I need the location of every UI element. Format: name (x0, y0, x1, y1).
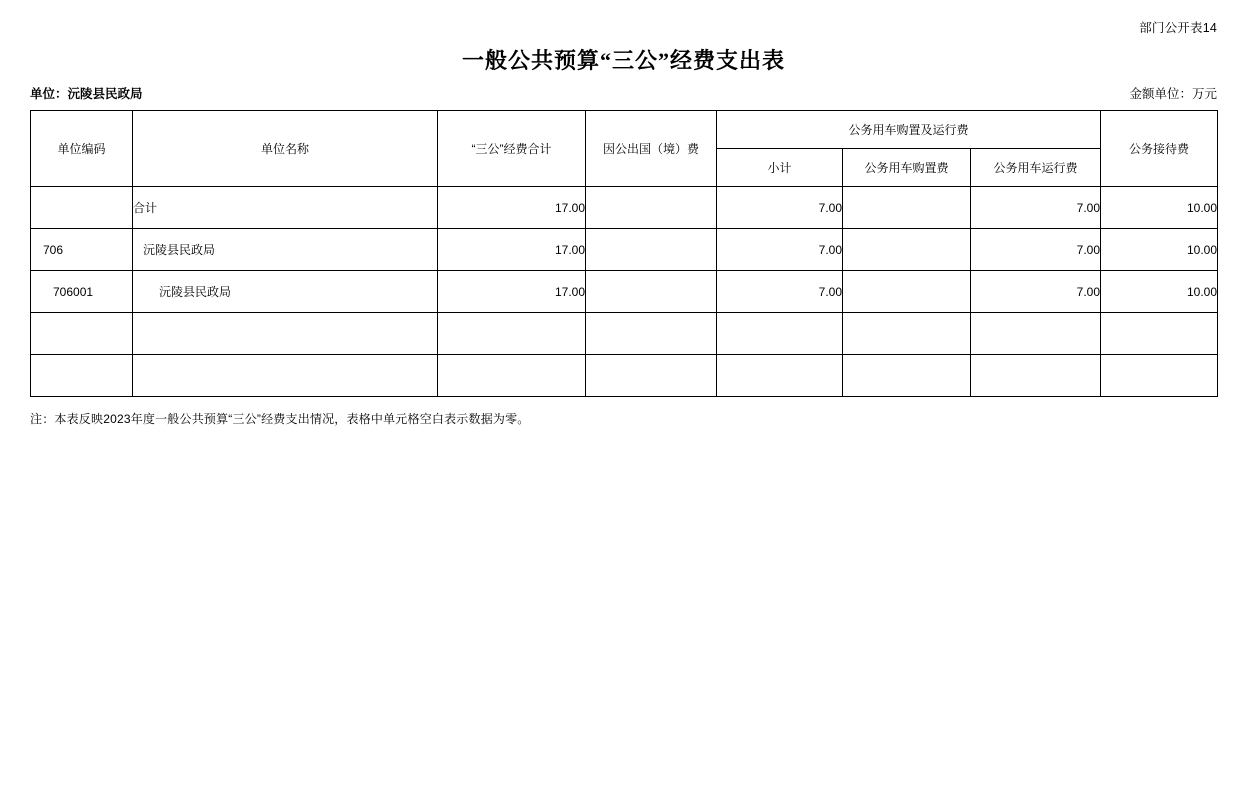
subtitle-row (30, 84, 1217, 100)
col-header-abroad: 因公出国（境）费 (586, 111, 717, 187)
cell-vehicle-subtotal: 7.00 (717, 229, 843, 271)
cell-abroad (586, 271, 717, 313)
cell-reception: 10.00 (1101, 187, 1218, 229)
cell-abroad (586, 229, 717, 271)
col-header-total: “三公”经费合计 (438, 111, 586, 187)
col-header-reception: 公务接待费 (1101, 111, 1218, 187)
cell-total (438, 313, 586, 355)
col-header-vehicle-purchase: 公务用车购置费 (843, 149, 971, 187)
table-header-row-main (31, 111, 1218, 149)
cell-reception: 10.00 (1101, 229, 1218, 271)
col-header-name: 单位名称 (133, 111, 438, 187)
cell-vehicle-purchase (843, 271, 971, 313)
cell-name: 沅陵县民政局 (133, 271, 438, 313)
cell-abroad (586, 187, 717, 229)
cell-vehicle-operating (971, 355, 1101, 397)
cell-vehicle-subtotal (717, 355, 843, 397)
form-number-label: 部门公开表14 (1139, 21, 1217, 35)
table-row (31, 271, 1218, 313)
cell-vehicle-operating (971, 313, 1101, 355)
expenditure-table (30, 110, 1218, 397)
amount-unit-label: 金额单位：万元 (1129, 87, 1217, 101)
col-header-vehicle-subtotal: 小计 (717, 149, 843, 187)
cell-total (438, 355, 586, 397)
cell-code (31, 313, 133, 355)
cell-code (31, 187, 133, 229)
cell-vehicle-subtotal (717, 313, 843, 355)
cell-total: 17.00 (438, 271, 586, 313)
table-note: 注：本表反映2023年度一般公共预算“三公”经费支出情况，表格中单元格空白表示数据为零。 (30, 412, 530, 426)
cell-vehicle-subtotal: 7.00 (717, 271, 843, 313)
cell-vehicle-subtotal: 7.00 (717, 187, 843, 229)
col-header-code: 单位编码 (31, 111, 133, 187)
col-header-vehicle-group: 公务用车购置及运行费 (717, 111, 1101, 149)
cell-vehicle-purchase (843, 355, 971, 397)
cell-abroad (586, 313, 717, 355)
cell-reception (1101, 313, 1218, 355)
cell-abroad (586, 355, 717, 397)
cell-code: 706001 (31, 271, 133, 313)
cell-vehicle-operating: 7.00 (971, 271, 1101, 313)
cell-vehicle-operating: 7.00 (971, 187, 1101, 229)
col-header-vehicle-operating: 公务用车运行费 (971, 149, 1101, 187)
table-row (31, 229, 1218, 271)
cell-name: 沅陵县民政局 (133, 229, 438, 271)
table-row (31, 313, 1218, 355)
cell-vehicle-operating: 7.00 (971, 229, 1101, 271)
cell-name: 合计 (133, 187, 438, 229)
cell-vehicle-purchase (843, 229, 971, 271)
table-row (31, 355, 1218, 397)
cell-code: 706 (31, 229, 133, 271)
cell-total: 17.00 (438, 187, 586, 229)
page-title: 一般公共预算“三公”经费支出表 (461, 48, 785, 73)
cell-vehicle-purchase (843, 187, 971, 229)
cell-total: 17.00 (438, 229, 586, 271)
cell-name (133, 355, 438, 397)
cell-reception: 10.00 (1101, 271, 1218, 313)
cell-code (31, 355, 133, 397)
cell-vehicle-purchase (843, 313, 971, 355)
cell-name (133, 313, 438, 355)
unit-label: 单位：沅陵县民政局 (30, 87, 143, 101)
cell-reception (1101, 355, 1218, 397)
table-row (31, 187, 1218, 229)
